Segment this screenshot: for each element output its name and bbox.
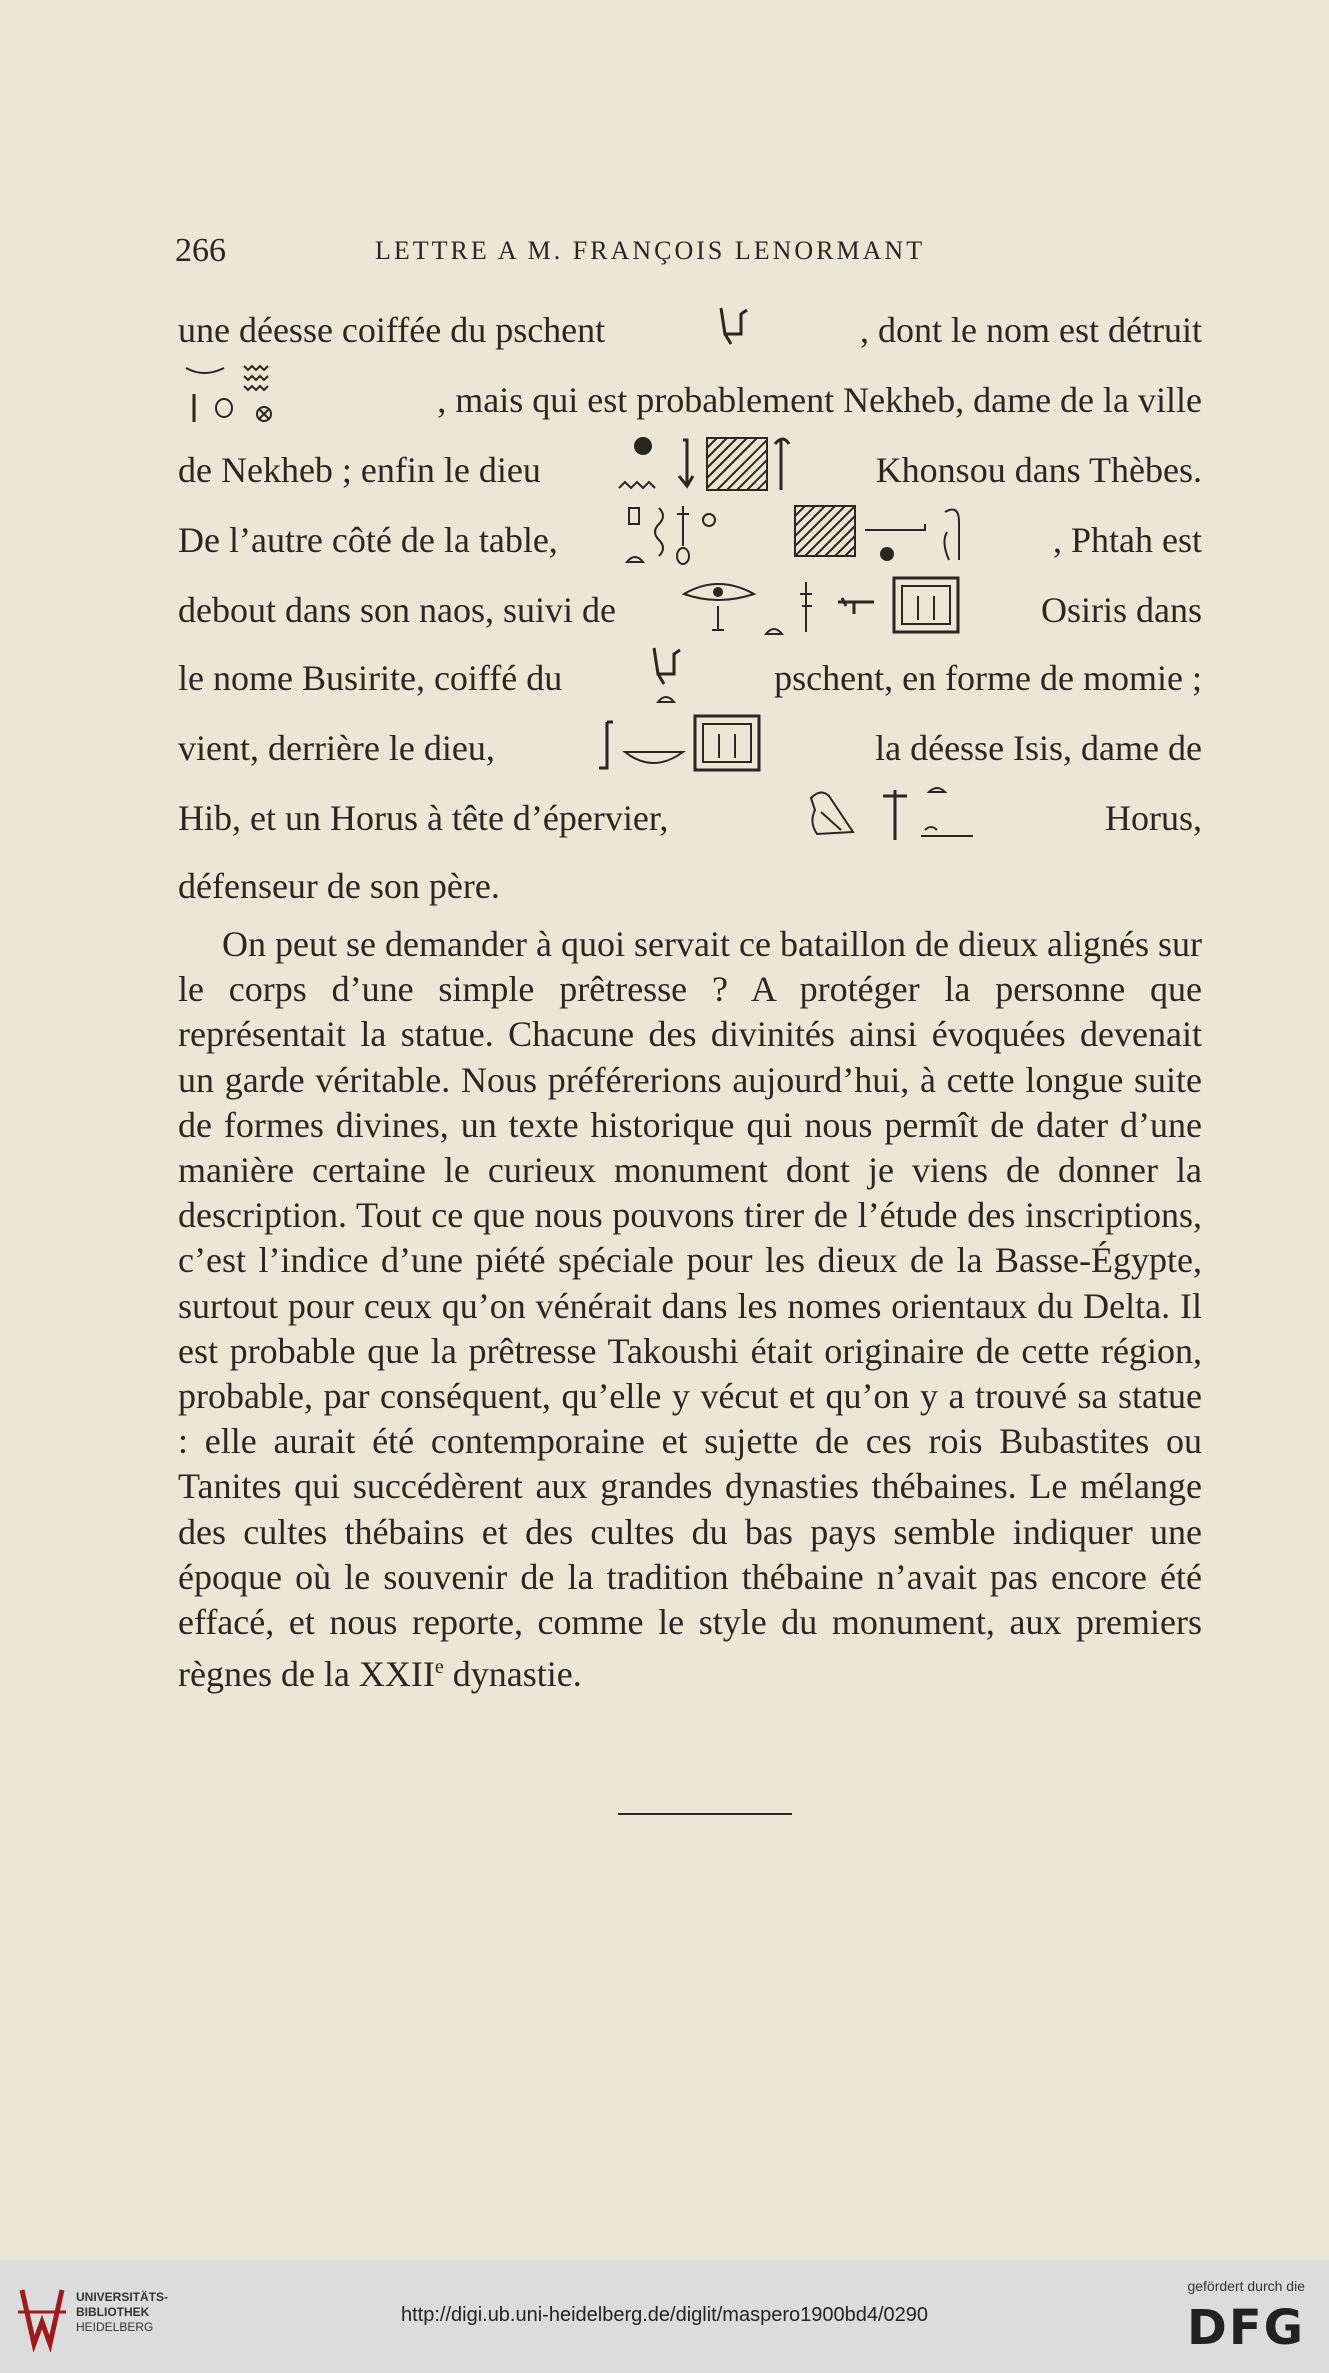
falcon-hieroglyph-icon	[797, 782, 977, 855]
hieroglyph-group-icon	[625, 502, 985, 579]
text-line	[178, 784, 1202, 852]
paragraph-body: On peut se demander à quoi servait ce bataillon de dieux alignés sur le corps d’une simple prêtresse ? A protéger la personne que représentait la statue. Chacune des divinités ainsi évoquées devenait un garde véritable. Nous préférerions aujourd’hui, à cette longue suite de formes divines, un texte historique qui nous permît de dater d’une manière certaine le curieux monument dont je viens de donner la description. Tout ce que nous pouvons tirer de l’étude des inscriptions, c’est l’indice d’une piété spéciale pour les dieux de la Basse-Égypte, surtout pour ceux qu’on vénérait dans les nomes orientaux du Delta. Il est probable que la prêtresse Takoushi était originaire de cette région, probable, par conséquent, qu’elle y vécut et qu’on y a trouvé sa statue : elle aurait été contemporaine et sujette de ces rois Bubastites ou Tanites qui succédèrent aux grandes dynasties thébaines. Le mélange des cultes thébains et des cultes du bas pays semble indiquer une époque où le souvenir de la tradition thébaine n’avait pas encore été effacé, et nous reporte, comme le style du monument, aux premiers règnes de la XXII	[178, 924, 1202, 1695]
text-span: Horus,	[1104, 798, 1202, 838]
text-span: , mais qui est probablement Nekheb, dame de la ville	[437, 380, 1202, 420]
text-span: de Nekheb ; enfin le dieu	[178, 450, 541, 490]
text-line	[178, 296, 1202, 364]
section-divider	[618, 1813, 792, 1815]
dfg-label: gefördert durch die	[1187, 2278, 1305, 2294]
text-line	[178, 576, 1202, 644]
paragraph-end: dynastie.	[443, 1654, 582, 1695]
hieroglyph-group-icon	[184, 364, 294, 437]
text-span: De l’autre côté de la table,	[178, 520, 558, 560]
hieroglyph-group-icon	[613, 434, 803, 507]
text-line	[178, 364, 1202, 436]
main-paragraph	[178, 922, 1202, 1697]
text-span: , dont le nom est détruit	[860, 310, 1202, 350]
text-span: Khonsou dans Thèbes.	[875, 450, 1202, 490]
text-span: pschent, en forme de momie ;	[774, 658, 1202, 698]
source-url-link[interactable]: http://digi.ub.uni-heidelberg.de/diglit/maspero1900bd4/0290	[400, 2304, 929, 2326]
text-span: la déesse Isis, dame de	[875, 728, 1202, 768]
text-span: Hib, et un Horus à tête d’épervier,	[178, 798, 669, 838]
dfg-logo: DFG	[1186, 2300, 1305, 2356]
library-name-line: UNIVERSITÄTS-	[76, 2290, 169, 2304]
body-text	[178, 296, 1202, 1697]
naos-hieroglyph-icon	[595, 712, 775, 785]
text-span: défenseur de son père.	[178, 866, 500, 906]
text-line	[178, 712, 1202, 784]
text-span: debout dans son naos, suivi de	[178, 590, 616, 630]
text-span: , Phtah est	[1052, 520, 1202, 560]
footer-bar	[0, 2260, 1329, 2373]
text-line	[178, 504, 1202, 576]
page-header	[175, 232, 1205, 276]
text-line	[178, 436, 1202, 504]
text-line	[178, 644, 1202, 712]
pschent-crown-hieroglyph-icon	[648, 644, 688, 713]
text-span: Osiris dans	[1041, 590, 1202, 630]
text-span: vient, derrière le dieu,	[178, 728, 495, 768]
paragraph-text	[178, 922, 1202, 1697]
text-span: le nome Busirite, coiffé du	[178, 658, 563, 698]
hieroglyph-group-icon	[678, 574, 978, 647]
superscript: e	[434, 1656, 444, 1679]
library-name-line: HEIDELBERG	[76, 2320, 154, 2334]
text-line	[178, 852, 1202, 920]
library-name-line: BIBLIOTHEK	[76, 2305, 150, 2319]
text-span: une déesse coiffée du pschent	[178, 310, 606, 350]
running-title: LETTRE A M. FRANÇOIS LENORMANT	[375, 236, 926, 265]
page-number: 266	[175, 232, 226, 269]
pschent-crown-hieroglyph-icon	[715, 304, 751, 357]
